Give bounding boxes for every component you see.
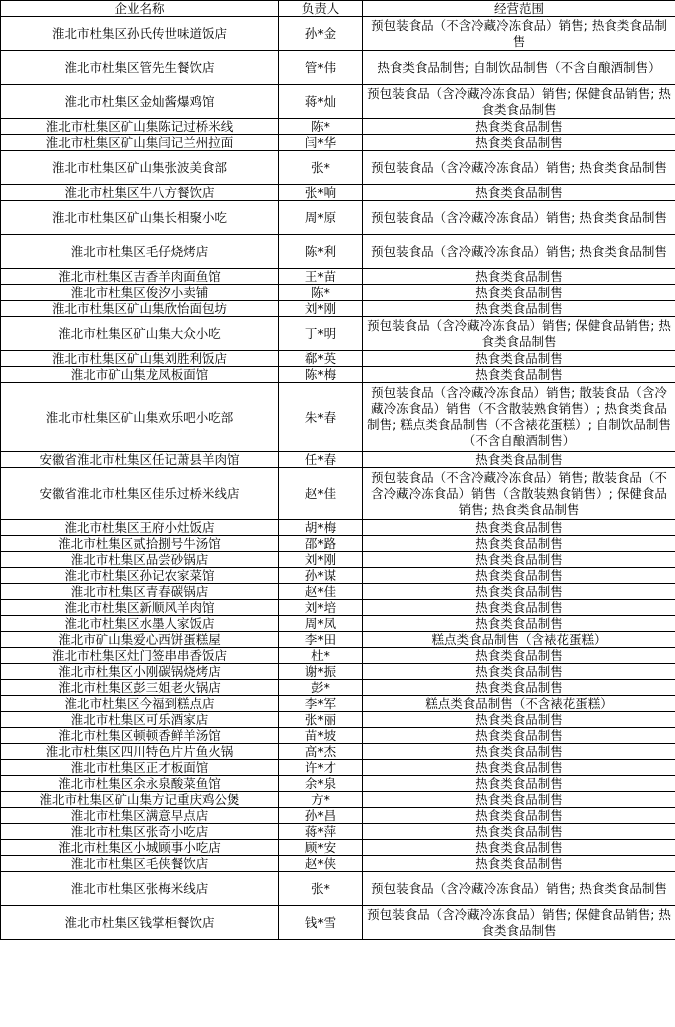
- business-scope-cell: 热食类食品制售: [363, 648, 675, 664]
- business-scope-cell: 热食类食品制售: [363, 792, 675, 808]
- person-in-charge-cell: 高*杰: [279, 744, 363, 760]
- table-row: [1, 51, 675, 85]
- enterprise-name-cell: 淮北市杜集区矿山集闫记兰州拉面: [1, 135, 279, 151]
- enterprise-name-cell: 淮北市杜集区管先生餐饮店: [1, 51, 279, 85]
- table-row: [1, 744, 675, 760]
- enterprise-name-cell: 淮北市杜集区四川特色片片鱼火锅: [1, 744, 279, 760]
- table-row: [1, 906, 675, 940]
- enterprise-name-cell: 安徽省淮北市杜集区任记萧县羊肉馆: [1, 452, 279, 468]
- person-in-charge-cell: 陈*: [279, 119, 363, 135]
- person-in-charge-cell: 赵*侠: [279, 856, 363, 872]
- person-in-charge-cell: 邵*路: [279, 536, 363, 552]
- table-row: [1, 728, 675, 744]
- person-in-charge-cell: 蒋*萍: [279, 824, 363, 840]
- table-row: [1, 568, 675, 584]
- enterprise-name-cell: 淮北市矿山集龙凤板面馆: [1, 367, 279, 383]
- person-in-charge-cell: 管*伟: [279, 51, 363, 85]
- enterprise-name-cell: 安徽省淮北市杜集区佳乐过桥米线店: [1, 468, 279, 520]
- business-scope-cell: 预包装食品（不含冷藏冷冻食品）销售; 热食类食品制售: [363, 17, 675, 51]
- person-in-charge-cell: 陈*: [279, 285, 363, 301]
- business-scope-cell: 热食类食品制售: [363, 776, 675, 792]
- table-row: [1, 792, 675, 808]
- table-row: [1, 664, 675, 680]
- table-row: [1, 536, 675, 552]
- business-scope-cell: 热食类食品制售: [363, 824, 675, 840]
- table-row: [1, 520, 675, 536]
- enterprise-name-cell: 淮北市杜集区品尝砂锅店: [1, 552, 279, 568]
- enterprise-name-cell: 淮北市杜集区牛八方餐饮店: [1, 185, 279, 201]
- business-scope-cell: 热食类食品制售: [363, 840, 675, 856]
- enterprise-name-cell: 淮北市杜集区可乐酒家店: [1, 712, 279, 728]
- person-in-charge-cell: 杜*: [279, 648, 363, 664]
- business-scope-cell: 热食类食品制售: [363, 856, 675, 872]
- business-scope-cell: 热食类食品制售: [363, 367, 675, 383]
- table-row: [1, 383, 675, 452]
- person-in-charge-cell: 陈*利: [279, 235, 363, 269]
- enterprise-name-cell: 淮北市杜集区顿顿香鲜羊汤馆: [1, 728, 279, 744]
- business-scope-cell: 热食类食品制售: [363, 351, 675, 367]
- enterprise-name-cell: 淮北市杜集区矿山集方记重庆鸡公煲: [1, 792, 279, 808]
- enterprise-name-cell: 淮北市杜集区余永泉酸菜鱼馆: [1, 776, 279, 792]
- table-row: [1, 452, 675, 468]
- enterprise-name-cell: 淮北市杜集区矿山集刘胜利饭店: [1, 351, 279, 367]
- business-scope-cell: 热食类食品制售: [363, 712, 675, 728]
- table-row: [1, 824, 675, 840]
- business-scope-cell: 热食类食品制售: [363, 552, 675, 568]
- enterprise-name-cell: 淮北市杜集区彭三姐老火锅店: [1, 680, 279, 696]
- person-in-charge-cell: 许*才: [279, 760, 363, 776]
- enterprise-name-cell: 淮北市杜集区矿山集陈记过桥米线: [1, 119, 279, 135]
- person-in-charge-cell: 闫*华: [279, 135, 363, 151]
- enterprise-name-cell: 淮北市杜集区小刚碳锅烧烤店: [1, 664, 279, 680]
- business-scope-cell: 预包装食品（不含冷藏冷冻食品）销售; 散装食品（不含冷藏冷冻食品）销售（含散装熟食销售）; 保健食品销售; 热食类食品制售: [363, 468, 675, 520]
- person-in-charge-cell: 周*原: [279, 201, 363, 235]
- person-in-charge-cell: 李*军: [279, 696, 363, 712]
- business-scope-cell: 热食类食品制售: [363, 301, 675, 317]
- table-row: [1, 85, 675, 119]
- table-row: [1, 468, 675, 520]
- person-in-charge-cell: 孙*谋: [279, 568, 363, 584]
- enterprise-name-cell: 淮北市杜集区张奇小吃店: [1, 824, 279, 840]
- table-row: [1, 317, 675, 351]
- enterprise-name-cell: 淮北市杜集区矿山集欣怡面包坊: [1, 301, 279, 317]
- table-row: [1, 808, 675, 824]
- enterprise-name-cell: 淮北市杜集区今福到糕点店: [1, 696, 279, 712]
- business-scope-cell: 糕点类食品制售（含裱花蛋糕）: [363, 632, 675, 648]
- enterprise-name-cell: 淮北市杜集区张梅米线店: [1, 872, 279, 906]
- enterprise-name-cell: 淮北市杜集区矿山集长相聚小吃: [1, 201, 279, 235]
- table-row: [1, 235, 675, 269]
- enterprise-name-cell: 淮北市杜集区小城顾事小吃店: [1, 840, 279, 856]
- table-row: [1, 17, 675, 51]
- table-row: [1, 584, 675, 600]
- table-row: [1, 600, 675, 616]
- business-scope-cell: 预包装食品（含冷藏冷冻食品）销售; 保健食品销售; 热食类食品制售: [363, 317, 675, 351]
- header-enterprise-name: 企业名称: [1, 1, 279, 17]
- person-in-charge-cell: 刘*培: [279, 600, 363, 616]
- table-body: [1, 17, 675, 940]
- person-in-charge-cell: 张*丽: [279, 712, 363, 728]
- table-row: [1, 201, 675, 235]
- table-row: [1, 119, 675, 135]
- person-in-charge-cell: 孙*金: [279, 17, 363, 51]
- business-scope-cell: 热食类食品制售: [363, 185, 675, 201]
- table-row: [1, 552, 675, 568]
- enterprise-name-cell: 淮北市杜集区矿山集欢乐吧小吃部: [1, 383, 279, 452]
- table-row: [1, 856, 675, 872]
- enterprise-name-cell: 淮北市杜集区矿山集张波美食部: [1, 151, 279, 185]
- business-scope-cell: 热食类食品制售: [363, 285, 675, 301]
- person-in-charge-cell: 苗*坡: [279, 728, 363, 744]
- enterprise-name-cell: 淮北市杜集区金灿酱爆鸡馆: [1, 85, 279, 119]
- table-row: [1, 185, 675, 201]
- business-scope-cell: 预包装食品（含冷藏冷冻食品）销售; 热食类食品制售: [363, 235, 675, 269]
- person-in-charge-cell: 孙*昌: [279, 808, 363, 824]
- enterprise-name-cell: 淮北市杜集区毛侠餐饮店: [1, 856, 279, 872]
- enterprise-name-cell: 淮北市杜集区满意早点店: [1, 808, 279, 824]
- table-row: [1, 872, 675, 906]
- header-business-scope: 经营范围: [363, 1, 675, 17]
- business-scope-cell: 预包装食品（含冷藏冷冻食品）销售; 热食类食品制售: [363, 201, 675, 235]
- enterprise-name-cell: 淮北市杜集区孙记农家菜馆: [1, 568, 279, 584]
- table-row: [1, 648, 675, 664]
- table-row: [1, 632, 675, 648]
- business-scope-cell: 热食类食品制售: [363, 616, 675, 632]
- business-scope-cell: 热食类食品制售: [363, 808, 675, 824]
- business-scope-cell: 糕点类食品制售（不含裱花蛋糕）: [363, 696, 675, 712]
- business-scope-cell: 热食类食品制售: [363, 584, 675, 600]
- person-in-charge-cell: 任*春: [279, 452, 363, 468]
- table-row: [1, 616, 675, 632]
- table-row: [1, 760, 675, 776]
- enterprise-name-cell: 淮北市杜集区俊汐小卖铺: [1, 285, 279, 301]
- person-in-charge-cell: 丁*明: [279, 317, 363, 351]
- table-row: [1, 351, 675, 367]
- person-in-charge-cell: 赵*佳: [279, 584, 363, 600]
- business-scope-cell: 热食类食品制售: [363, 680, 675, 696]
- business-scope-cell: 热食类食品制售: [363, 744, 675, 760]
- person-in-charge-cell: 谢*振: [279, 664, 363, 680]
- enterprise-name-cell: 淮北市杜集区孙氏传世味道饭店: [1, 17, 279, 51]
- enterprise-name-cell: 淮北市杜集区正才板面馆: [1, 760, 279, 776]
- person-in-charge-cell: 张*: [279, 151, 363, 185]
- enterprise-name-cell: 淮北市杜集区新顺风羊肉馆: [1, 600, 279, 616]
- person-in-charge-cell: 郗*英: [279, 351, 363, 367]
- table-row: [1, 285, 675, 301]
- enterprise-name-cell: 淮北市杜集区钱掌柜餐饮店: [1, 906, 279, 940]
- person-in-charge-cell: 钱*雪: [279, 906, 363, 940]
- person-in-charge-cell: 张*: [279, 872, 363, 906]
- business-scope-cell: 预包装食品（含冷藏冷冻食品）销售; 散装食品（含冷藏冷冻食品）销售（不含散装熟食销售）; 热食类食品制售; 糕点类食品制售（不含裱花蛋糕）; 自制饮品制售（不含自酿酒制售）: [363, 383, 675, 452]
- business-scope-cell: 预包装食品（含冷藏冷冻食品）销售; 保健食品销售; 热食类食品制售: [363, 85, 675, 119]
- table-row: [1, 696, 675, 712]
- enterprise-name-cell: 淮北市杜集区灶门签串串香饭店: [1, 648, 279, 664]
- business-scope-cell: 预包装食品（含冷藏冷冻食品）销售; 保健食品销售; 热食类食品制售: [363, 906, 675, 940]
- table-row: [1, 712, 675, 728]
- business-scope-cell: 热食类食品制售: [363, 452, 675, 468]
- business-scope-cell: 热食类食品制售; 自制饮品制售（不含自酿酒制售）: [363, 51, 675, 85]
- table-row: [1, 840, 675, 856]
- enterprise-name-cell: 淮北市杜集区贰拾捌号牛汤馆: [1, 536, 279, 552]
- business-scope-cell: 热食类食品制售: [363, 520, 675, 536]
- business-scope-cell: 预包装食品（含冷藏冷冻食品）销售; 热食类食品制售: [363, 872, 675, 906]
- business-scope-cell: 热食类食品制售: [363, 135, 675, 151]
- business-scope-cell: 热食类食品制售: [363, 568, 675, 584]
- person-in-charge-cell: 蒋*灿: [279, 85, 363, 119]
- person-in-charge-cell: 朱*春: [279, 383, 363, 452]
- person-in-charge-cell: 周*凤: [279, 616, 363, 632]
- business-scope-cell: 预包装食品（含冷藏冷冻食品）销售; 热食类食品制售: [363, 151, 675, 185]
- enterprise-name-cell: 淮北市杜集区吉香羊肉面鱼馆: [1, 269, 279, 285]
- table-row: [1, 367, 675, 383]
- business-scope-cell: 热食类食品制售: [363, 536, 675, 552]
- header-person-in-charge: 负责人: [279, 1, 363, 17]
- person-in-charge-cell: 胡*梅: [279, 520, 363, 536]
- business-scope-cell: 热食类食品制售: [363, 600, 675, 616]
- enterprise-name-cell: 淮北市杜集区青春碳锅店: [1, 584, 279, 600]
- enterprise-name-cell: 淮北市杜集区毛仔烧烤店: [1, 235, 279, 269]
- person-in-charge-cell: 李*田: [279, 632, 363, 648]
- person-in-charge-cell: 张*响: [279, 185, 363, 201]
- person-in-charge-cell: 余*泉: [279, 776, 363, 792]
- person-in-charge-cell: 彭*: [279, 680, 363, 696]
- person-in-charge-cell: 顾*安: [279, 840, 363, 856]
- enterprise-name-cell: 淮北市杜集区矿山集大众小吃: [1, 317, 279, 351]
- table-row: [1, 151, 675, 185]
- person-in-charge-cell: 刘*刚: [279, 301, 363, 317]
- business-scope-cell: 热食类食品制售: [363, 119, 675, 135]
- enterprise-name-cell: 淮北市杜集区水墨人家饭店: [1, 616, 279, 632]
- enterprise-name-cell: 淮北市矿山集爱心西饼蛋糕屋: [1, 632, 279, 648]
- table-row: [1, 680, 675, 696]
- table-row: [1, 776, 675, 792]
- person-in-charge-cell: 陈*梅: [279, 367, 363, 383]
- person-in-charge-cell: 赵*佳: [279, 468, 363, 520]
- table-row: [1, 301, 675, 317]
- business-scope-cell: 热食类食品制售: [363, 664, 675, 680]
- table-row: [1, 135, 675, 151]
- business-scope-cell: 热食类食品制售: [363, 760, 675, 776]
- business-scope-cell: 热食类食品制售: [363, 728, 675, 744]
- person-in-charge-cell: 方*: [279, 792, 363, 808]
- person-in-charge-cell: 刘*刚: [279, 552, 363, 568]
- table-row: [1, 269, 675, 285]
- person-in-charge-cell: 王*苗: [279, 269, 363, 285]
- table-header-row: [1, 1, 675, 17]
- business-scope-cell: 热食类食品制售: [363, 269, 675, 285]
- enterprise-name-cell: 淮北市杜集区王府小灶饭店: [1, 520, 279, 536]
